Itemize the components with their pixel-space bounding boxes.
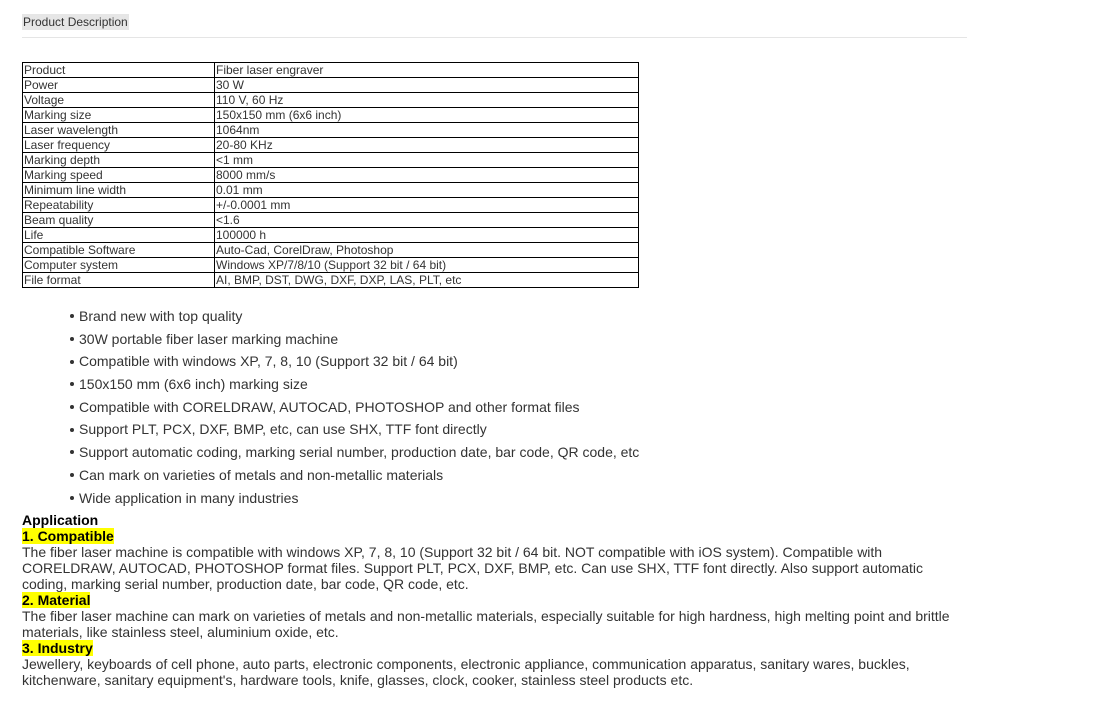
spec-value: <1 mm xyxy=(215,153,639,168)
bullet-icon xyxy=(70,382,74,386)
spec-value: 1064nm xyxy=(215,123,639,138)
spec-value: AI, BMP, DST, DWG, DXF, DXP, LAS, PLT, etc xyxy=(215,273,639,288)
spec-table xyxy=(22,62,639,288)
bullet-icon xyxy=(70,314,74,318)
feature-text: Support PLT, PCX, DXF, BMP, etc, can use SHX, TTF font directly xyxy=(79,421,487,438)
table-row xyxy=(23,93,639,108)
spec-label: File format xyxy=(23,273,215,288)
feature-text: 150x150 mm (6x6 inch) marking size xyxy=(79,376,308,393)
spec-label: Computer system xyxy=(23,258,215,273)
section-text-material: The fiber laser machine can mark on varieties of metals and non-metallic materials, especially suitable for high hardness, high melting point and brittle materials, like stainless steel, aluminium oxide, etc. xyxy=(22,608,950,640)
spec-label: Minimum line width xyxy=(23,183,215,198)
section-title-compatible: 1. Compatible xyxy=(22,528,114,544)
list-item xyxy=(70,441,639,464)
feature-text: Support automatic coding, marking serial number, production date, bar code, QR code, etc xyxy=(79,444,640,461)
spec-label: Voltage xyxy=(23,93,215,108)
feature-list xyxy=(70,305,639,509)
bullet-icon xyxy=(70,337,74,341)
table-row xyxy=(23,168,639,183)
feature-text: Compatible with windows XP, 7, 8, 10 (Support 32 bit / 64 bit) xyxy=(79,353,458,370)
list-item xyxy=(70,418,639,441)
table-row xyxy=(23,153,639,168)
list-item xyxy=(70,350,639,373)
spec-value: <1.6 xyxy=(215,213,639,228)
list-item xyxy=(70,464,639,487)
table-row xyxy=(23,123,639,138)
table-row xyxy=(23,198,639,213)
bullet-icon xyxy=(70,496,74,500)
bullet-icon xyxy=(70,405,74,409)
spec-value: 110 V, 60 Hz xyxy=(215,93,639,108)
spec-label: Laser wavelength xyxy=(23,123,215,138)
spec-value: 100000 h xyxy=(215,228,639,243)
list-item xyxy=(70,487,639,510)
list-item xyxy=(70,328,639,351)
table-row xyxy=(23,78,639,93)
spec-label: Compatible Software xyxy=(23,243,215,258)
bullet-icon xyxy=(70,450,74,454)
list-item xyxy=(70,396,639,419)
spec-label: Repeatability xyxy=(23,198,215,213)
spec-value: Fiber laser engraver xyxy=(215,63,639,78)
spec-value: 30 W xyxy=(215,78,639,93)
feature-text: Compatible with CORELDRAW, AUTOCAD, PHOTOSHOP and other format files xyxy=(79,398,580,415)
divider xyxy=(22,37,967,38)
table-row xyxy=(23,228,639,243)
section-text-compatible: The fiber laser machine is compatible with windows XP, 7, 8, 10 (Support 32 bit / 64 bit. NOT compatible with iOS system). Compatible with CORELDRAW, AUTOCAD, PHOTOSHOP format files. Support PLT, PCX, DXF, BMP, etc. Can use SHX, TTF font directly. Also support automatic coding, marking serial number, production date, bar code, QR code, etc. xyxy=(22,544,923,592)
section-text-industry: Jewellery, keyboards of cell phone, auto parts, electronic components, electronic appliance, communication apparatus, sanitary wares, buckles, kitchenware, sanitary equipment's, hardware tools, knife, glasses, clock, cooker, stainless steel products etc. xyxy=(22,656,910,688)
spec-value: Windows XP/7/8/10 (Support 32 bit / 64 bit) xyxy=(215,258,639,273)
bullet-icon xyxy=(70,473,74,477)
spec-label: Product xyxy=(23,63,215,78)
spec-value: +/-0.0001 mm xyxy=(215,198,639,213)
list-item xyxy=(70,305,639,328)
table-row xyxy=(23,258,639,273)
section-title-industry: 3. Industry xyxy=(22,640,93,656)
spec-value: 20-80 KHz xyxy=(215,138,639,153)
table-row xyxy=(23,273,639,288)
bullet-icon xyxy=(70,428,74,432)
section-title-material: 2. Material xyxy=(22,592,91,608)
spec-value: Auto-Cad, CorelDraw, Photoshop xyxy=(215,243,639,258)
feature-text: Brand new with top quality xyxy=(79,308,243,324)
table-row xyxy=(23,63,639,78)
spec-label: Marking size xyxy=(23,108,215,123)
table-row xyxy=(23,213,639,228)
application-section xyxy=(22,512,967,688)
spec-value: 150x150 mm (6x6 inch) xyxy=(215,108,639,123)
application-heading: Application xyxy=(22,512,99,528)
spec-label: Marking speed xyxy=(23,168,215,183)
spec-label: Laser frequency xyxy=(23,138,215,153)
spec-label: Power xyxy=(23,78,215,93)
feature-text: 30W portable fiber laser marking machine xyxy=(79,330,339,347)
table-row xyxy=(23,243,639,258)
list-item xyxy=(70,373,639,396)
product-description-tab[interactable]: Product Description xyxy=(23,15,128,29)
feature-text: Wide application in many industries xyxy=(79,489,299,506)
bullet-icon xyxy=(70,360,74,364)
spec-label: Marking depth xyxy=(23,153,215,168)
table-row xyxy=(23,138,639,153)
spec-value: 0.01 mm xyxy=(215,183,639,198)
table-row xyxy=(23,183,639,198)
table-row xyxy=(23,108,639,123)
spec-value: 8000 mm/s xyxy=(215,168,639,183)
spec-label: Life xyxy=(23,228,215,243)
spec-label: Beam quality xyxy=(23,213,215,228)
feature-text: Can mark on varieties of metals and non-metallic materials xyxy=(79,466,444,483)
